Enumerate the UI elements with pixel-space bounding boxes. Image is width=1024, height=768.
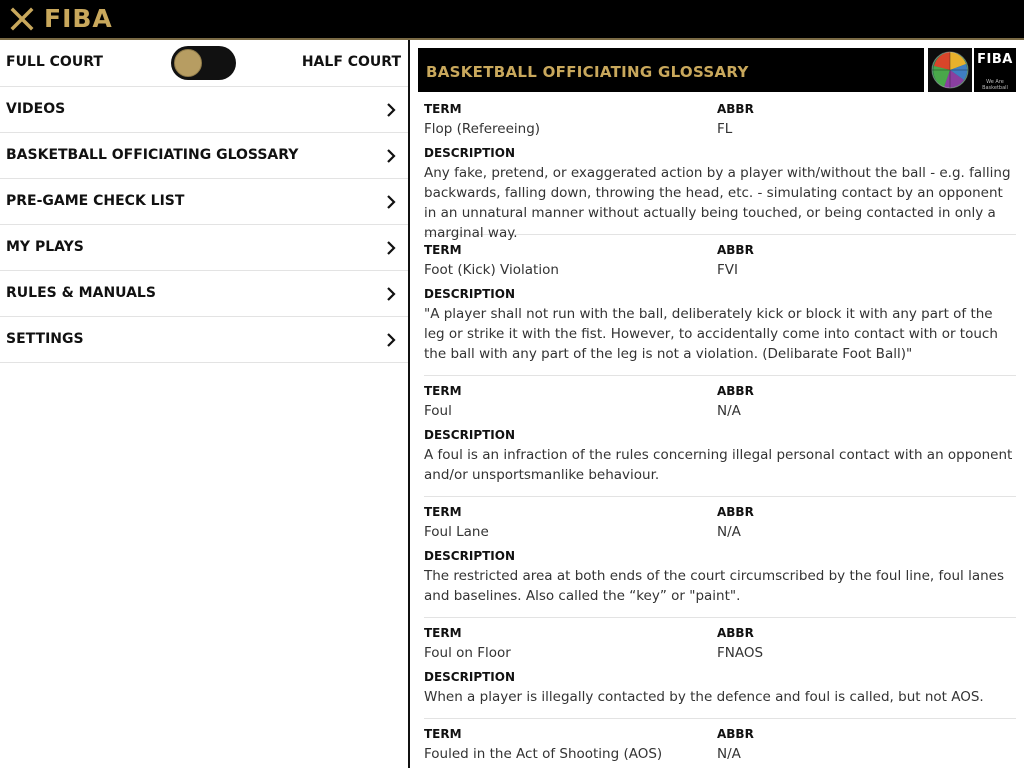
sidebar-item-my-plays[interactable] (0, 224, 408, 271)
toggle-knob (174, 49, 202, 77)
sidebar-item-settings[interactable] (0, 316, 408, 363)
abbr-value: N/A (717, 746, 741, 762)
sidebar (0, 40, 410, 768)
abbr-label: ABBR (717, 626, 754, 640)
glossary-entry (424, 241, 1016, 376)
sidebar-item-videos[interactable] (0, 86, 408, 133)
glossary-entry (424, 725, 1016, 768)
description-label: DESCRIPTION (424, 549, 516, 563)
abbr-value: FL (717, 121, 733, 137)
glossary-entry (424, 503, 1016, 618)
fiba-logo-tagline: We Are Basketball (982, 79, 1008, 91)
sidebar-item-label: RULES & MANUALS (6, 285, 156, 301)
term-label: TERM (424, 505, 462, 519)
term-value: Fouled in the Act of Shooting (AOS) (424, 746, 663, 762)
basketball-globe-logo (928, 48, 972, 92)
term-value: Foul on Floor (424, 645, 511, 661)
term-label: TERM (424, 626, 462, 640)
term-label: TERM (424, 727, 462, 741)
abbr-value: N/A (717, 524, 741, 540)
sidebar-item-label: SETTINGS (6, 331, 84, 347)
term-value: Foot (Kick) Violation (424, 262, 559, 278)
sidebar-item-label: MY PLAYS (6, 239, 84, 255)
sidebar-item-label: VIDEOS (6, 101, 66, 117)
full-court-label: FULL COURT (6, 54, 103, 70)
sidebar-item-glossary[interactable] (0, 132, 408, 179)
glossary-entry (424, 382, 1016, 497)
glossary-content[interactable] (410, 40, 1024, 768)
sidebar-item-rules-manuals[interactable] (0, 270, 408, 317)
description-text: A foul is an infraction of the rules concerning illegal personal contact with an opponent and/or unsportsmanlike behaviour. (424, 447, 1013, 483)
term-label: TERM (424, 384, 462, 398)
abbr-label: ABBR (717, 384, 754, 398)
abbr-label: ABBR (717, 505, 754, 519)
sidebar-item-pre-game-check-list[interactable] (0, 178, 408, 225)
term-value: Foul Lane (424, 524, 489, 540)
chevron-right-icon (386, 333, 396, 347)
description-label: DESCRIPTION (424, 670, 516, 684)
description-label: DESCRIPTION (424, 428, 516, 442)
glossary-entry (424, 100, 1016, 241)
chevron-right-icon (386, 195, 396, 209)
glossary-entry (424, 624, 1016, 719)
description-text: Any fake, pretend, or exaggerated action by a player with/without the ball - e.g. falling backwards, falling down, throwing the head, etc. - simulating contact by an opponent in an unnatural manner without actually being touched, or being contacted in only a marginal way. (424, 165, 1011, 241)
abbr-value: N/A (717, 403, 741, 419)
description-text: "A player shall not run with the ball, deliberately kick or block it with any part of the leg or strike it with the fist. However, to accidentally come into contact with or touch the ball with any part of the leg is not a violation. (Delibarate Foot Ball)" (424, 306, 998, 362)
fiba-logo (974, 48, 1016, 92)
description-label: DESCRIPTION (424, 146, 516, 160)
description-text: The restricted area at both ends of the court circumscribed by the foul line, foul lanes and baselines. Also called the “key” or "paint". (424, 568, 1004, 604)
term-label: TERM (424, 102, 462, 116)
glossary-header (418, 48, 924, 92)
court-toggle-row (0, 40, 408, 87)
court-toggle-switch[interactable] (171, 46, 236, 80)
chevron-right-icon (386, 287, 396, 301)
abbr-label: ABBR (717, 102, 754, 116)
term-label: TERM (424, 243, 462, 257)
term-value: Flop (Refereeing) (424, 121, 541, 137)
abbr-label: ABBR (717, 727, 754, 741)
chevron-right-icon (386, 149, 396, 163)
abbr-value: FVI (717, 262, 738, 278)
abbr-value: FNAOS (717, 645, 764, 661)
top-bar (0, 0, 1024, 40)
half-court-label: HALF COURT (301, 54, 401, 70)
description-text: When a player is illegally contacted by the defence and foul is called, but not AOS. (424, 689, 984, 705)
glossary-title: BASKETBALL OFFICIATING GLOSSARY (426, 63, 749, 81)
chevron-right-icon (386, 241, 396, 255)
fiba-brand-logo: FIBA (44, 4, 113, 33)
sidebar-item-label: BASKETBALL OFFICIATING GLOSSARY (6, 147, 299, 163)
abbr-label: ABBR (717, 243, 754, 257)
description-label: DESCRIPTION (424, 287, 516, 301)
sidebar-item-label: PRE-GAME CHECK LIST (6, 193, 185, 209)
fiba-logo-text: FIBA (977, 52, 1013, 67)
chevron-right-icon (386, 103, 396, 117)
term-value: Foul (424, 403, 452, 419)
close-icon[interactable] (9, 6, 35, 32)
